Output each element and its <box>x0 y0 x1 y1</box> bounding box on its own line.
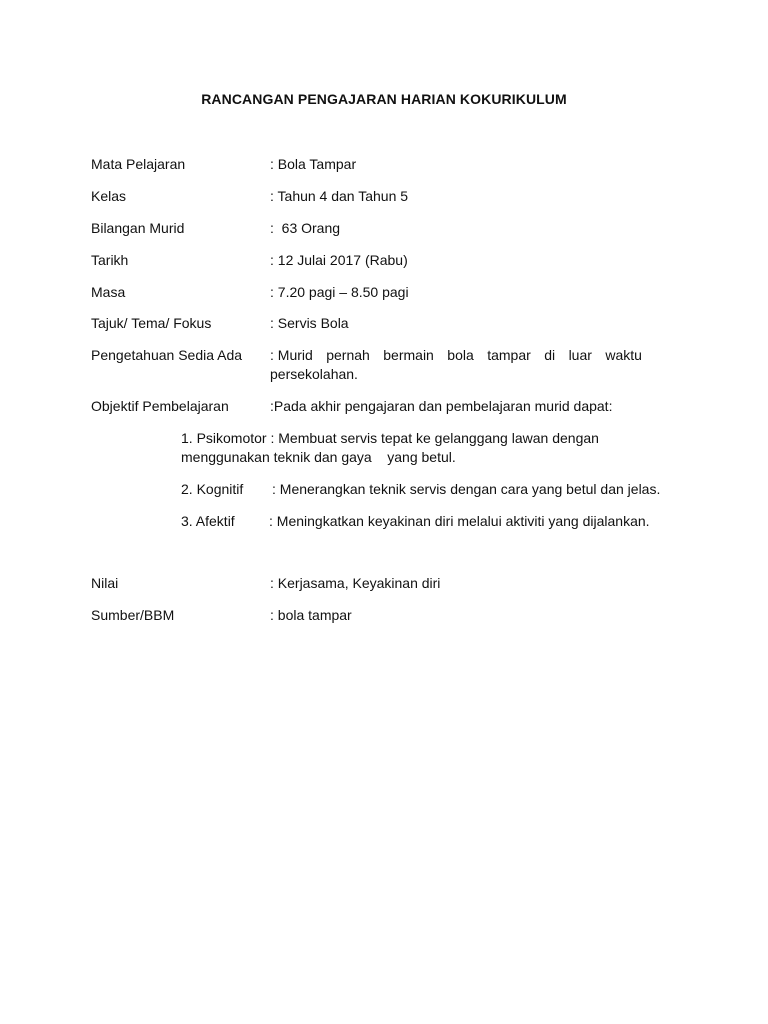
field-value: : Tahun 4 dan Tahun 5 <box>270 188 409 204</box>
word: bola <box>447 347 474 363</box>
document-title: RANCANGAN PENGAJARAN HARIAN KOKURIKULUM <box>201 91 567 107</box>
objective-line-2: menggunakan teknik dan gaya yang betul. <box>181 449 456 465</box>
field-value: : Kerjasama, Keyakinan diri <box>270 575 441 591</box>
continuation-line: persekolahan. <box>270 366 358 382</box>
objective-label: 2. Kognitif <box>181 481 244 497</box>
word: bermain <box>383 347 434 363</box>
field-value <box>270 346 642 384</box>
field-label: Pengetahuan Sedia Ada <box>91 347 243 363</box>
field-label: Kelas <box>91 188 127 204</box>
word: pernah <box>326 347 370 363</box>
field-label: Sumber/BBM <box>91 607 175 623</box>
field-label: Tarikh <box>91 252 129 268</box>
objective-text: : Membuat servis tepat ke gelanggang lawan dengan <box>266 430 599 446</box>
field-label: Nilai <box>91 575 119 591</box>
justified-line <box>270 346 642 365</box>
field-label: Objektif Pembelajaran <box>91 398 229 414</box>
field-label: Masa <box>91 284 126 300</box>
word: tampar <box>487 347 531 363</box>
field-pengetahuan-sedia-ada <box>91 346 671 386</box>
objective-text: : Meningkatkan keyakinan diri melalui aktiviti yang dijalankan. <box>269 513 650 529</box>
field-value: : Servis Bola <box>270 315 349 331</box>
word: waktu <box>605 347 642 363</box>
field-value: : 63 Orang <box>270 220 341 236</box>
field-value: : 7.20 pagi – 8.50 pagi <box>270 284 409 300</box>
field-value: : 12 Julai 2017 (Rabu) <box>270 252 408 268</box>
objective-item-psikomotor <box>181 429 621 467</box>
objective-label: 1. Psikomotor <box>181 430 267 446</box>
field-label: Mata Pelajaran <box>91 156 186 172</box>
field-label: Bilangan Murid <box>91 220 185 236</box>
objective-item-afektif <box>181 512 661 531</box>
word: luar <box>568 347 592 363</box>
word: : Murid <box>270 347 313 363</box>
objective-item-kognitif <box>181 480 661 499</box>
field-value: : Bola Tampar <box>270 156 357 172</box>
objective-text: : Menerangkan teknik servis dengan cara yang betul dan jelas. <box>272 481 661 497</box>
objective-label: 3. Afektif <box>181 513 235 529</box>
field-value: :Pada akhir pengajaran dan pembelajaran murid dapat: <box>270 398 613 414</box>
word: di <box>544 347 556 363</box>
field-label: Tajuk/ Tema/ Fokus <box>91 315 212 331</box>
field-value: : bola tampar <box>270 607 352 623</box>
objective-line-1 <box>181 429 621 448</box>
